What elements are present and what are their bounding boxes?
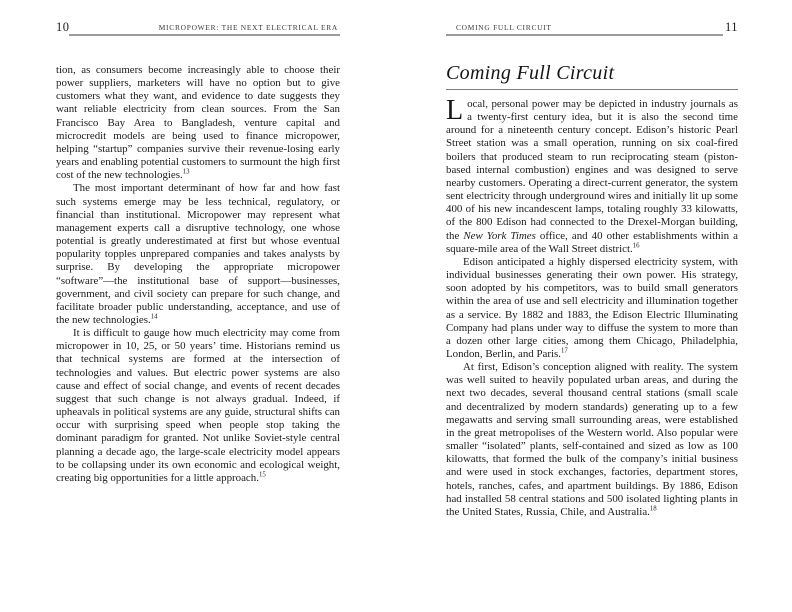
footnote-ref: 13 bbox=[182, 168, 190, 176]
right-page-body bbox=[446, 95, 738, 519]
footnote-ref: 15 bbox=[258, 471, 266, 479]
chapter-title: Coming Full Circuit bbox=[446, 62, 615, 84]
right-folio: 11 bbox=[724, 20, 738, 34]
footnote-ref: 18 bbox=[649, 505, 657, 513]
body-text: tion, as consumers become increasingly able to choose their power suppliers, marketers will have no option but to give customers what they want, and evidence to date suggests they want reliable electricity from clean sources. From the San Francisco Bay Area to Bangladesh, venture capital and microcredit models are being used to finance micropower, helping “startup” companies survive their revenue-losing early years and enabling potential customers to surmount the high first cost of the new technologies. bbox=[56, 64, 340, 182]
paragraph bbox=[56, 182, 340, 327]
body-text: At first, Edison’s conception aligned with reality. The system was well suited to heavily populated urban areas, and during the next two decades, several thousand central stations (small scale and decentralized by modern standards) generating up to a few megawatts and serving small surrounding areas, were established in the great metropolises of the Western world. Also popular were smaller “isolated” plants, self-contained and sized as low as 100 kilowatts, that formed the bulk of the company’s initial business and were used in stock exchanges, factories, department stores, hotels, ranches, cafes, and apartment buildings. By 1886, Edison had installed 58 central stations and 500 isolated lighting plants in the United States, Russia, Chile, and Australia. bbox=[446, 361, 738, 518]
paragraph bbox=[446, 256, 738, 361]
paragraph bbox=[56, 327, 340, 485]
body-text: The most important determinant of how far and how fast such systems emerge may be less technical, regulatory, or financial than institutional. Micropower may represent what management experts call a disruptive technology, one whose potential is greatly underestimated at first but whose eventual popularity topples unprepared companies and takes analysts by surprise. By developing the appropriate micropower “software”—the institutional base of support—businesses, government, and civil society can prepare for such change, and facilitate broader public understanding, acceptance, and use of the new technologies. bbox=[56, 182, 340, 326]
left-page-body bbox=[56, 64, 340, 485]
footnote-ref: 16 bbox=[632, 242, 640, 250]
chapter-title-block bbox=[446, 62, 738, 90]
footnote-ref: 17 bbox=[560, 347, 568, 355]
body-text: Edison anticipated a highly dispersed electricity system, with individual businesses generating their own power. His strategy, soon adopted by his competitors, was to build small generators within the area of use and sell electricity and illumination together as a service. By 1882 and 1883, the Edison Electric Illuminating Company had plans under way to diffuse the system to more than a dozen other large cities, among them Chicago, Philadelphia, London, Berlin, and Paris. bbox=[446, 255, 738, 360]
italic-text: New York Times bbox=[463, 229, 536, 242]
body-text: It is difficult to gauge how much electricity may come from micropower in 10, 25, or 50 years’ time. Historians remind us that technical systems are formed at the intersection of technologies and values. But electric power systems are also cause and effect of social change, and events of recent decades suggest that such change is not always gradual. Indeed, if upheavals in political systems are any guide, structural shifts can occur with surprising speed when people stop taking the dominant paradigm for granted. Not unlike Soviet-style central planning a decade ago, the large-scale electricity model appears to be collapsing under its own economic and ecological weight, creating big opportunities for a little approach. bbox=[56, 327, 340, 484]
paragraph bbox=[56, 64, 340, 182]
paragraph bbox=[446, 361, 738, 519]
left-folio: 10 bbox=[56, 20, 70, 34]
drop-cap: L bbox=[446, 95, 464, 126]
left-running-head: MICROPOWER: THE NEXT ELECTRICAL ERA bbox=[158, 23, 338, 32]
left-header-rule bbox=[69, 34, 340, 36]
right-header-rule bbox=[446, 34, 723, 36]
right-running-head: COMING FULL CIRCUIT bbox=[456, 23, 552, 32]
body-text: ocal, personal power may be depicted in industry journals as a twenty-first century idea, but it is also the second time around for a nineteenth century concept. Edison’s historic Pearl Street station was a small operation, running on six coal-fired boilers that produced steam to run reciprocating steam (piston-based internal combustion) engines and was designed to serve nearby customers. Operating a direct-current generator, the system sent electricity through underground wires and initially lit up some 400 of his new incandescent lamps, totaling roughly 33 kilowatts, of the 800 Edison had connected to the Drexel-Morgan building, the bbox=[446, 98, 738, 242]
left-page-header bbox=[56, 20, 340, 36]
paragraph bbox=[446, 95, 738, 256]
body-text: office, and 40 other establishments within a square-mile area of the Wall Street district. bbox=[446, 229, 738, 255]
right-page-header bbox=[446, 20, 738, 36]
footnote-ref: 14 bbox=[150, 313, 158, 321]
